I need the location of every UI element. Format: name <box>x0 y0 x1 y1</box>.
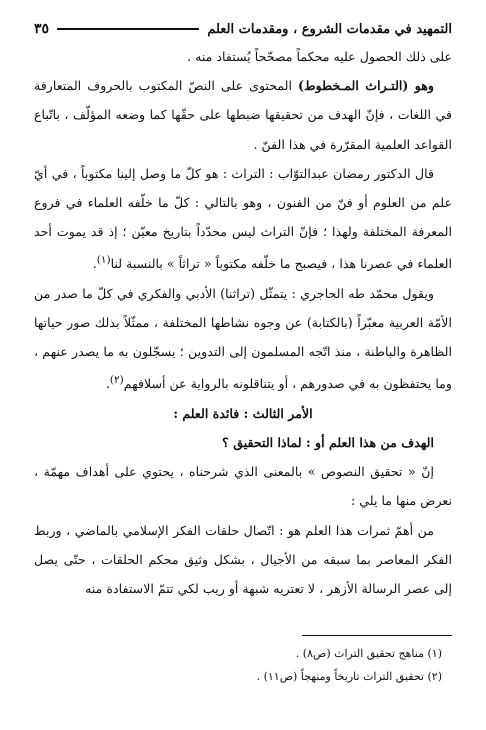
footnote-2: (٢) تحقيق التراث تاريخاً ومنهجاً (ص١١) . <box>256 670 442 684</box>
paragraph-1: على ذلك الحصول عليه محكماً مصحّحاً يُستفاد منه . <box>187 49 452 64</box>
page-body <box>34 42 452 603</box>
footnote-1: (١) مناهج تحقيق التراث (ص٨) . <box>295 647 442 661</box>
footnote-divider <box>302 635 452 636</box>
page-number: ٣٥ <box>34 21 50 37</box>
paragraph-2-text: المحتوى على النصّ المكتوب بالحروف المتعارفة في اللغات ، فإنّ الهدف من تحقيقها ضبطها على حقّها كما وضعه المؤلّف ، باتّباع القواعد العلمية المقرّرة في هذا الفنّ . <box>34 78 452 152</box>
term-manuscript-heritage: وهو (التـراث المـخطوط) <box>298 78 434 94</box>
paragraph-4-text: ويقول محمّد طه الحاجري : يتمثّل (تراثنا) الأدبي والفكري في كلّ ما صدر من الأمّة العربية معبّراً (بالكتابة) عن وجوه نشاطها المختلفة ، ممثّلاً بذلك صور حياتها الظاهرة والباطنة ، منذ اتّجه المسلمون إلى التدوين ؛ يسجّلون به ما يصدر عنهم ، وما يحتفظون به في صدورهم ، أو يتناقلونه بالرواية عن أسلافهم <box>34 285 452 392</box>
paragraph-5: إنّ « تحقيق النصوص » بالمعنى الذي شرحناه ، يحتوي على أهداف مهمّة ، نعرض منها ما يلي : <box>34 464 452 509</box>
paragraph-4-end: . <box>105 376 110 392</box>
paragraph-6: من أهمّ ثمرات هذا العلم هو : اتّصال حلقات الفكر الإسلامي بالماضي ، وربط الفكر المعاصر بما سبقه من الأجيال ، بشكل وثيق محكم الحلقات ، حتّى يصل إلى عصر الرسالة الأزهر ، لا تعتريه شبهة أو ريب لكي تتمّ الاستفادة منه <box>34 522 452 597</box>
paragraph-3-text: قال الدكتور رمضان عبدالتوّاب : التراث : هو كلّ ما وصل إلينا مكتوباً ، في أيّ علم من العلوم أو فنّ من الفنون ، وهو بالتالي : كلّ ما خلّفه العلماء في فروع المعرفة المختلفة ولهذا ؛ فإنّ التراث ليس محدّداً بتاريخ معيّن ؛ إذ قد يموت أحد العلماء في عصرنا هذا ، فيصبح ما خلّفه مكتوباً « تراثاً » بالنسبة لنا <box>34 165 452 272</box>
section-heading: الأمر الثالث : فائدة العلم : <box>173 405 313 421</box>
subsection-heading: الهدف من هذا العلم أو : لماذا التحقيق ؟ <box>222 435 434 451</box>
header-title: التمهيد في مقدمات الشروع ، ومقدمات العلم <box>207 21 452 37</box>
paragraph-4 <box>34 279 452 399</box>
footnote-ref-1[interactable]: (١) <box>96 254 111 267</box>
paragraph-3-end: . <box>92 256 97 272</box>
paragraph-2 <box>34 71 452 159</box>
footnote-ref-2[interactable]: (٢) <box>109 374 124 387</box>
running-header <box>34 16 452 42</box>
paragraph-3 <box>34 159 452 279</box>
header-rule <box>57 28 199 30</box>
footnotes <box>34 642 452 688</box>
